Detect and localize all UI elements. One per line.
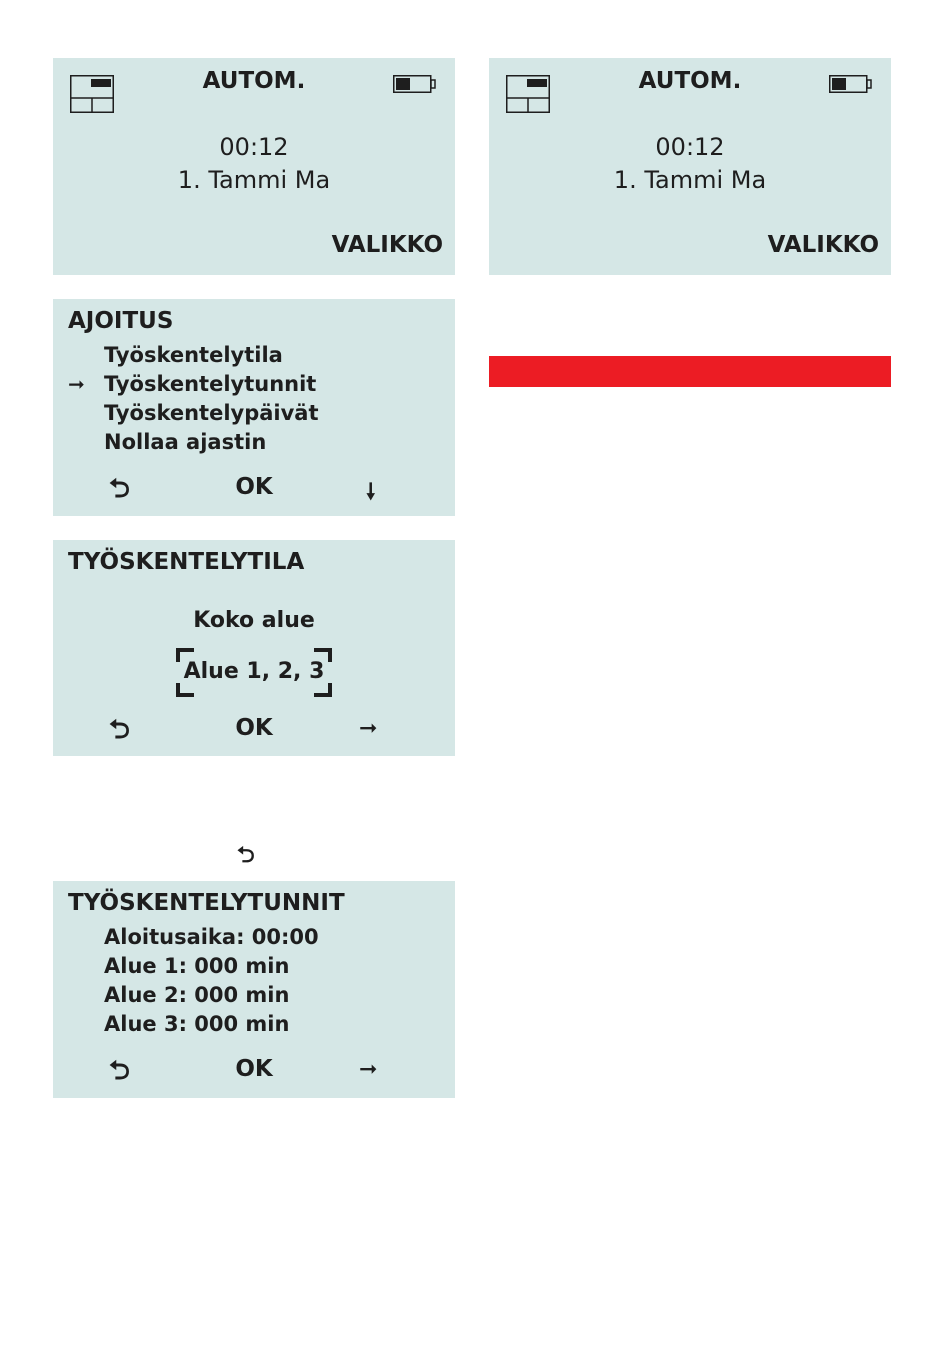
- mode-title: AUTOM.: [638, 68, 742, 94]
- menu-item-work-hours[interactable]: Työskentelytunnit: [104, 372, 317, 396]
- battery-icon: [829, 74, 873, 94]
- menu-item-work-days[interactable]: Työskentelypäivät: [104, 401, 319, 425]
- ok-button[interactable]: OK: [235, 1056, 273, 1082]
- date-text: 1. Tammi Ma: [177, 166, 331, 194]
- battery-icon: [393, 74, 437, 94]
- ok-button[interactable]: OK: [235, 474, 273, 500]
- work-hours-screen: [53, 881, 455, 1098]
- right-arrow-icon[interactable]: ➞: [359, 1057, 378, 1082]
- selection-arrow-icon: ➞: [68, 372, 85, 396]
- menu-item-work-mode[interactable]: Työskentelytila: [104, 343, 283, 367]
- mode-title: AUTOM.: [202, 68, 306, 94]
- work-mode-screen: [53, 540, 455, 756]
- menu-button[interactable]: VALIKKO: [767, 232, 879, 258]
- option-whole-area[interactable]: Koko alue: [193, 608, 315, 633]
- red-highlight-bar: [489, 356, 891, 387]
- back-arrow-icon[interactable]: ⮌: [109, 474, 130, 504]
- zone-2-duration-item[interactable]: Alue 2: 000 min: [104, 983, 290, 1007]
- ok-button[interactable]: OK: [235, 715, 273, 741]
- right-arrow-icon[interactable]: ➞: [359, 716, 378, 741]
- back-arrow-icon[interactable]: ⮌: [109, 1056, 130, 1086]
- screen-title: TYÖSKENTELYTUNNIT: [68, 890, 345, 916]
- date-text: 1. Tammi Ma: [613, 166, 767, 194]
- schedule-menu-screen: [53, 299, 455, 516]
- home-screen-left: [53, 58, 455, 275]
- back-arrow-icon[interactable]: ⮌: [109, 715, 130, 745]
- screen-title: AJOITUS: [68, 308, 174, 334]
- back-arrow-icon: ⮌: [237, 843, 255, 868]
- menu-button[interactable]: VALIKKO: [331, 232, 443, 258]
- menu-item-reset-timer[interactable]: Nollaa ajastin: [104, 430, 267, 454]
- zone-1-duration-item[interactable]: Alue 1: 000 min: [104, 954, 290, 978]
- option-zones[interactable]: Alue 1, 2, 3: [183, 659, 325, 684]
- down-arrow-icon[interactable]: 🠗: [366, 480, 376, 505]
- clock-time: 00:12: [655, 133, 725, 161]
- screen-title: TYÖSKENTELYTILA: [68, 549, 305, 575]
- home-screen-right: [489, 58, 891, 275]
- zone-3-duration-item[interactable]: Alue 3: 000 min: [104, 1012, 290, 1036]
- start-time-item[interactable]: Aloitusaika: 00:00: [104, 925, 319, 949]
- clock-time: 00:12: [219, 133, 289, 161]
